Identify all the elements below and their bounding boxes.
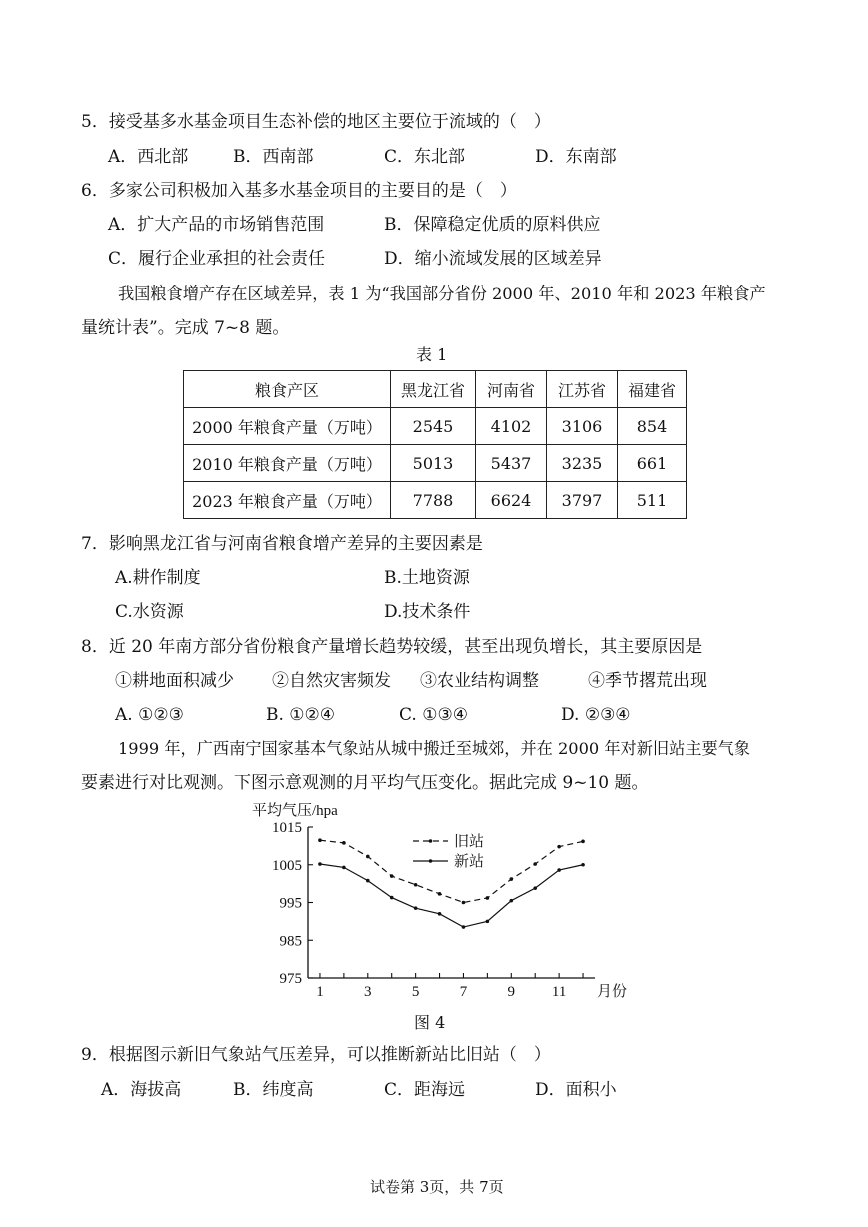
data-point-new-station — [438, 912, 442, 916]
q7-option-a: A.耕作制度 — [115, 568, 201, 588]
data-point-new-station — [342, 866, 346, 870]
question-5-stem: 5．接受基多水基金项目生态补偿的地区主要位于流域的（ ） — [81, 112, 551, 132]
q5-option-d: D．东南部 — [535, 147, 617, 167]
table-header-row — [184, 371, 687, 408]
x-tick-label: 7 — [459, 984, 468, 1000]
row-label: 2000 年粮食产量（万吨） — [184, 408, 391, 445]
q9-option-a: A．海拔高 — [101, 1080, 182, 1100]
x-tick-label: 11 — [551, 984, 567, 1000]
table-row — [184, 445, 687, 482]
data-point-new-station — [581, 863, 585, 867]
header-cell: 福建省 — [618, 371, 687, 408]
legend-label: 旧站 — [454, 834, 485, 850]
table-cell: 2545 — [391, 408, 476, 445]
data-point-old-station — [509, 877, 513, 881]
legend-marker — [429, 839, 433, 843]
page-footer: 试卷第 3页，共 7页 — [370, 1178, 504, 1196]
y-tick-label: 985 — [279, 933, 302, 950]
data-point-old-station — [581, 840, 585, 844]
data-point-new-station — [390, 896, 394, 900]
series-line-new-station — [320, 864, 583, 927]
q8-option-d: D. ②③④ — [561, 705, 631, 725]
data-point-new-station — [462, 925, 466, 929]
x-tick-label: 1 — [316, 984, 324, 1000]
data-point-new-station — [366, 879, 370, 883]
q9-option-c: C．距海远 — [384, 1080, 466, 1100]
y-tick-label: 1015 — [272, 820, 302, 836]
data-point-new-station — [533, 886, 537, 890]
table-cell: 3106 — [547, 408, 618, 445]
data-point-old-station — [438, 892, 442, 896]
data-point-old-station — [390, 874, 394, 878]
x-tick-label: 9 — [507, 984, 516, 1000]
question-6-stem: 6．多家公司积极加入基多水基金项目的主要目的是（ ） — [81, 181, 517, 201]
intro-9-10-line1: 1999 年，广西南宁国家基本气象站从城中搬迁至城郊，并在 2000 年对新旧站主要气象 — [118, 739, 751, 758]
data-point-new-station — [414, 906, 418, 910]
figure-caption: 图 4 — [414, 1013, 446, 1032]
q5-option-a: A．西北部 — [108, 147, 189, 167]
data-point-new-station — [486, 920, 490, 924]
intro-7-8-line2: 量统计表”。完成 7~8 题。 — [81, 318, 290, 338]
data-point-new-station — [509, 899, 513, 903]
q6-option-a: A．扩大产品的市场销售范围 — [108, 215, 325, 235]
q8-item-3: ③农业结构调整 — [420, 671, 539, 691]
header-cell: 江苏省 — [547, 371, 618, 408]
data-point-old-station — [557, 845, 561, 849]
data-point-new-station — [557, 868, 561, 872]
y-tick-label: 975 — [279, 971, 302, 987]
q5-option-c: C．东北部 — [384, 147, 466, 167]
table-cell: 3797 — [547, 482, 618, 519]
q8-item-4: ④季节撂荒出现 — [588, 671, 707, 691]
header-cell: 河南省 — [476, 371, 547, 408]
data-point-old-station — [486, 896, 490, 900]
intro-7-8-line1: 我国粮食增产存在区域差异，表 1 为“我国部分省份 2000 年、2010 年和 2023 年粮食产 — [118, 284, 766, 303]
y-tick-label: 995 — [279, 895, 302, 912]
q7-option-c: C.水资源 — [115, 602, 184, 622]
y-axis-label: 平均气压/hpa — [252, 803, 338, 819]
data-point-old-station — [533, 862, 537, 866]
table-cell: 3235 — [547, 445, 618, 482]
table-caption: 表 1 — [416, 345, 448, 364]
q8-item-2: ②自然灾害频发 — [272, 671, 391, 691]
q7-option-b: B.土地资源 — [384, 568, 470, 588]
q6-option-c: C．履行企业承担的社会责任 — [108, 249, 326, 269]
table-cell: 5013 — [391, 445, 476, 482]
q9-option-b: B．纬度高 — [233, 1080, 314, 1100]
pressure-line-chart — [250, 795, 628, 1010]
row-label: 2010 年粮食产量（万吨） — [184, 445, 391, 482]
question-7-stem: 7．影响黑龙江省与河南省粮食增产差异的主要因素是 — [81, 534, 483, 554]
q5-option-b: B．西南部 — [233, 147, 314, 167]
table-cell: 5437 — [476, 445, 547, 482]
data-point-old-station — [318, 838, 322, 842]
q9-option-d: D．面积小 — [535, 1080, 617, 1100]
legend-marker — [429, 859, 433, 863]
row-label: 2023 年粮食产量（万吨） — [184, 482, 391, 519]
x-axis-label: 月份 — [597, 984, 628, 1000]
question-8-stem: 8．近 20 年南方部分省份粮食产量增长趋势较缓，甚至出现负增长，其主要原因是 — [81, 637, 703, 657]
table-cell: 854 — [618, 408, 687, 445]
q8-option-b: B. ①②④ — [266, 705, 336, 725]
header-cell: 黑龙江省 — [391, 371, 476, 408]
table-row — [184, 408, 687, 445]
question-9-stem: 9．根据图示新旧气象站气压差异，可以推断新站比旧站（ ） — [81, 1045, 551, 1065]
data-point-old-station — [342, 841, 346, 845]
data-point-old-station — [414, 883, 418, 887]
intro-9-10-line2: 要素进行对比观测。下图示意观测的月平均气压变化。据此完成 9~10 题。 — [81, 773, 649, 793]
data-point-new-station — [318, 862, 322, 866]
table-cell: 661 — [618, 445, 687, 482]
header-cell: 粮食产区 — [184, 371, 391, 408]
table-cell: 511 — [618, 482, 687, 519]
q6-option-d: D．缩小流域发展的区域差异 — [384, 249, 602, 269]
x-tick-label: 5 — [411, 984, 420, 1000]
table-cell: 7788 — [391, 482, 476, 519]
table-cell: 4102 — [476, 408, 547, 445]
q7-option-d: D.技术条件 — [384, 602, 471, 622]
q8-item-1: ①耕地面积减少 — [115, 671, 234, 691]
x-tick-label: 3 — [364, 984, 372, 1000]
data-point-old-station — [366, 855, 370, 859]
data-point-old-station — [462, 901, 466, 905]
grain-production-table — [183, 370, 687, 519]
q8-option-a: A. ①②③ — [115, 705, 184, 725]
q8-option-c: C. ①③④ — [399, 705, 468, 725]
series-line-old-station — [320, 840, 583, 902]
q6-option-b: B．保障稳定优质的原料供应 — [384, 215, 601, 235]
table-cell: 6624 — [476, 482, 547, 519]
legend-label: 新站 — [454, 854, 485, 870]
y-tick-label: 1005 — [272, 857, 302, 874]
table-row — [184, 482, 687, 519]
